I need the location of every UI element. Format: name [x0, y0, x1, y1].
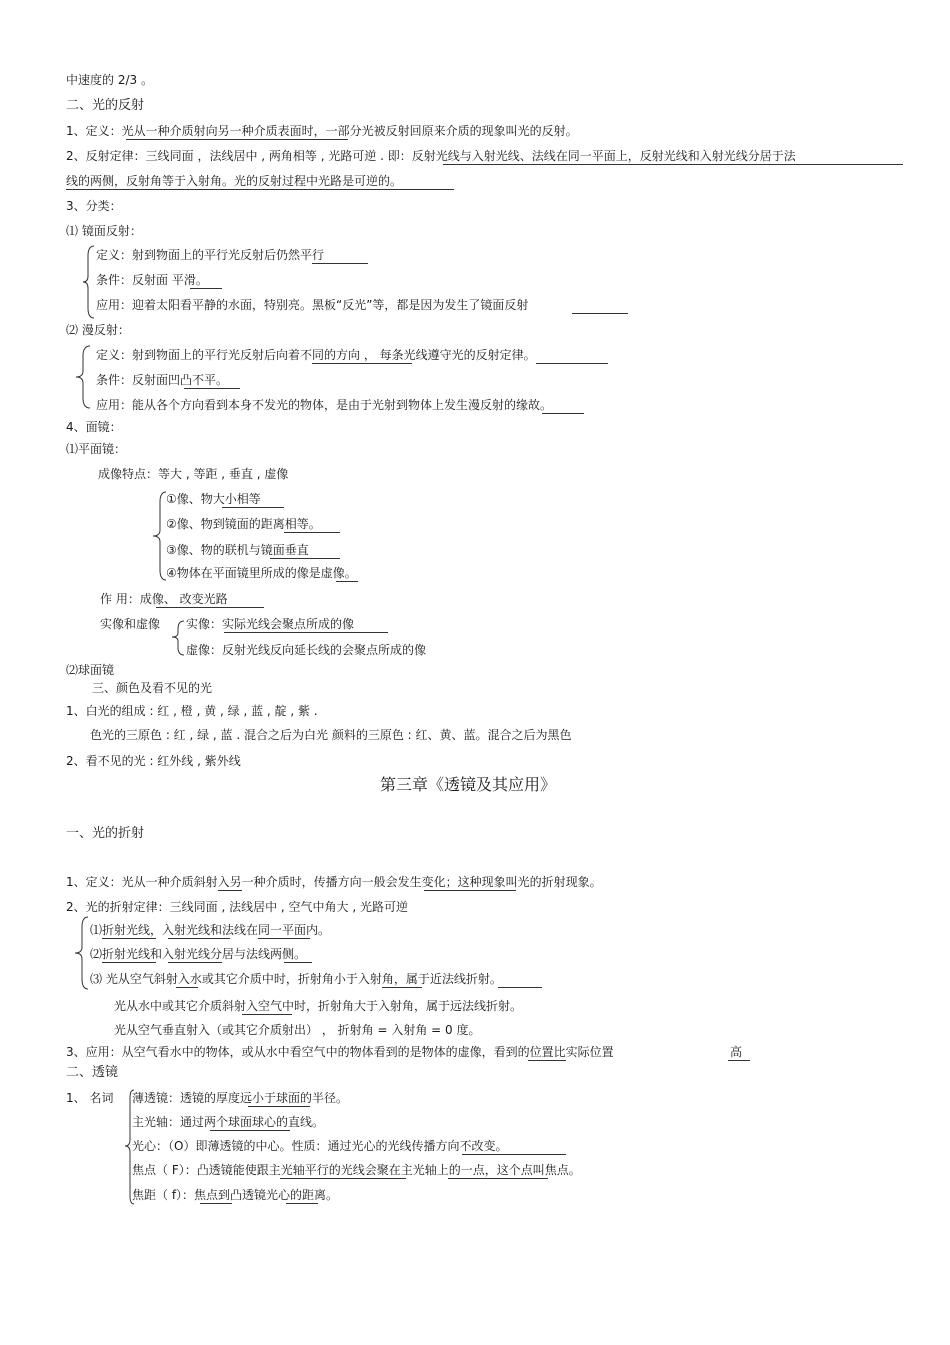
refraction-law-5: 光从空气垂直射入（或其它介质射出） ， 折射角 = 入射角 = 0 度。: [114, 1023, 481, 1037]
underline: [66, 189, 454, 190]
underline: [728, 1060, 750, 1061]
brace-images: [170, 617, 186, 659]
underline: [286, 1203, 318, 1204]
invisible-light: 2、看不见的光 : 红外线 , 紫外线: [66, 754, 241, 768]
refraction-law: 2、光的折射定律：三线同面 , 法线居中 , 空气中角大 , 光路可逆: [66, 900, 408, 914]
underline: [222, 507, 284, 508]
feature-3: ③像、物的联机与镜面垂直: [166, 543, 309, 557]
underline: [156, 607, 264, 608]
brace-diffuse: [74, 344, 92, 410]
underline: [312, 263, 368, 264]
real-virtual-label: 实像和虚像: [100, 617, 161, 631]
terms-heading: 1、 名词: [66, 1091, 114, 1105]
underline: [528, 1060, 566, 1061]
underline: [242, 1014, 292, 1015]
term-principal-axis: 主光轴：通过两个球面球心的直线。: [132, 1115, 325, 1129]
term-optical-center: 光心：（O）即薄透镜的中心。性质：通过光心的光线传播方向不改变。: [132, 1139, 508, 1153]
reflection-law-line2: 线的两侧，反射角等于入射角。光的反射过程中光路是可逆的。: [66, 174, 403, 188]
specular-application: 应用：迎着太阳看平静的水面，特别亮。黑板“反光”等，都是因为发生了镜面反射: [96, 298, 529, 312]
line-partial: 中速度的 2/3 。: [66, 73, 153, 87]
feature-1: ①像、物大小相等: [166, 492, 261, 506]
answer-high: 高: [730, 1045, 743, 1059]
underline: [280, 1178, 406, 1179]
diffuse-condition: 条件：反射面凹凸不平。: [96, 373, 229, 387]
specular-condition: 条件：反射面 平滑。: [96, 273, 208, 287]
spherical-mirror: ⑵球面镜: [66, 663, 115, 677]
section-lens: 二、透镜: [66, 1065, 119, 1080]
term-focal-length: 焦距（ f）：焦点到凸透镜光心的距离。: [132, 1188, 339, 1202]
refraction-law-2: ⑵折射光线和入射光线分居与法线两侧。: [90, 947, 307, 961]
underline: [176, 987, 198, 988]
underline: [184, 388, 240, 389]
section-refraction: 一、光的折射: [66, 826, 145, 841]
specular-definition: 定义：射到物面上的平行光反射后仍然平行: [96, 248, 325, 262]
underline: [336, 581, 358, 582]
reflection-definition: 1、定义：光从一种介质射向另一种介质表面时，一部分光被反射回原来介质的现象叫光的反射。: [66, 124, 578, 138]
underline: [572, 313, 628, 314]
underline: [248, 1106, 310, 1107]
virtual-image: 虚像：反射光线反向延长线的会聚点所成的像: [186, 643, 427, 657]
underline: [258, 938, 310, 939]
section-colors: 三、颜色及看不见的光: [92, 681, 213, 695]
underline: [210, 1130, 290, 1131]
refraction-law-4: 光从水中或其它介质斜射入空气中时，折射角大于入射角，属于远法线折射。: [114, 999, 523, 1013]
specular-heading: ⑴ 镜面反射：: [66, 224, 142, 238]
feature-2: ②像、物到镜面的距离相等。: [166, 517, 321, 531]
underline: [448, 1178, 548, 1179]
plane-mirror-use: 作 用：成像、 改变光路: [100, 592, 228, 606]
diffuse-application: 应用：能从各个方向看到本身不发光的物体，是由于光射到物体上发生漫反射的缘故。: [96, 398, 553, 412]
diffuse-definition: 定义：射到物面上的平行光反射后向着不同的方向 ， 每条光线遵守光的反射定律。: [96, 348, 536, 362]
white-light: 1、白光的组成 : 红 , 橙 , 黄 , 绿 , 蓝 , 靛 , 紫 .: [66, 704, 318, 718]
underline: [462, 1154, 566, 1155]
underline: [424, 890, 516, 891]
refraction-definition: 1、定义：光从一种介质斜射入另一种介质时，传播方向一般会发生变化；这种现象叫光的折射现象。: [66, 875, 602, 889]
underline: [284, 532, 340, 533]
underline: [168, 938, 230, 939]
underline: [200, 1203, 232, 1204]
underline: [542, 413, 584, 414]
refraction-application: 3、应用：从空气看水中的物体，或从水中看空气中的物体看到的是物体的虚像，看到的位置比实际位置: [66, 1045, 614, 1059]
underline: [312, 363, 412, 364]
refraction-law-3: ⑶ 光从空气斜射入水或其它介质中时，折射角小于入射角，属于近法线折射。: [90, 972, 502, 986]
underline: [224, 632, 388, 633]
chapter-title: 第三章《透镜及其应用》: [380, 775, 557, 794]
brace-specular: [82, 244, 96, 320]
refraction-law-1: ⑴折射光线，入射光线和法线在同一平面内。: [90, 923, 331, 937]
underline: [443, 164, 903, 165]
underline: [218, 890, 242, 891]
term-thin-lens: 薄透镜：透镜的厚度远小于球面的半径。: [132, 1091, 349, 1105]
feature-4: ④物体在平面镜里所成的像是虚像。: [166, 566, 357, 580]
mirrors-heading: 4、面镜：: [66, 420, 122, 434]
image-features: 成像特点：等大 , 等距 , 垂直 , 虚像: [98, 467, 289, 481]
underline: [190, 288, 222, 289]
underline: [382, 987, 422, 988]
diffuse-heading: ⑵ 漫反射：: [66, 323, 130, 337]
classification-heading: 3、分类：: [66, 199, 122, 213]
underline: [126, 139, 348, 140]
underline: [284, 962, 312, 963]
section-reflection: 二、光的反射: [66, 98, 145, 113]
underline: [102, 938, 156, 939]
reflection-law-line1: 2、反射定律：三线同面 ，法线居中 , 两角相等 , 光路可逆 . 即：反射光线与入射光线、法线在同一平面上，反射光线和入射光线分居于法: [66, 149, 796, 163]
underline: [498, 987, 542, 988]
underline: [102, 962, 156, 963]
underline: [536, 363, 608, 364]
primary-colors: 色光的三原色 : 红 , 绿 , 蓝 . 混合之后为白光 颜料的三原色 : 红、黄、蓝。混合之后为黑色: [90, 728, 572, 742]
brace-refraction: [74, 915, 90, 991]
plane-mirror-heading: ⑴平面镜：: [66, 442, 127, 456]
underline: [270, 558, 340, 559]
underline: [168, 962, 222, 963]
real-image: 实像：实际光线会聚点所成的像: [186, 617, 355, 631]
term-focus: 焦点（ F）：凸透镜能使跟主光轴平行的光线会聚在主光轴上的一点，这个点叫焦点。: [132, 1163, 581, 1177]
